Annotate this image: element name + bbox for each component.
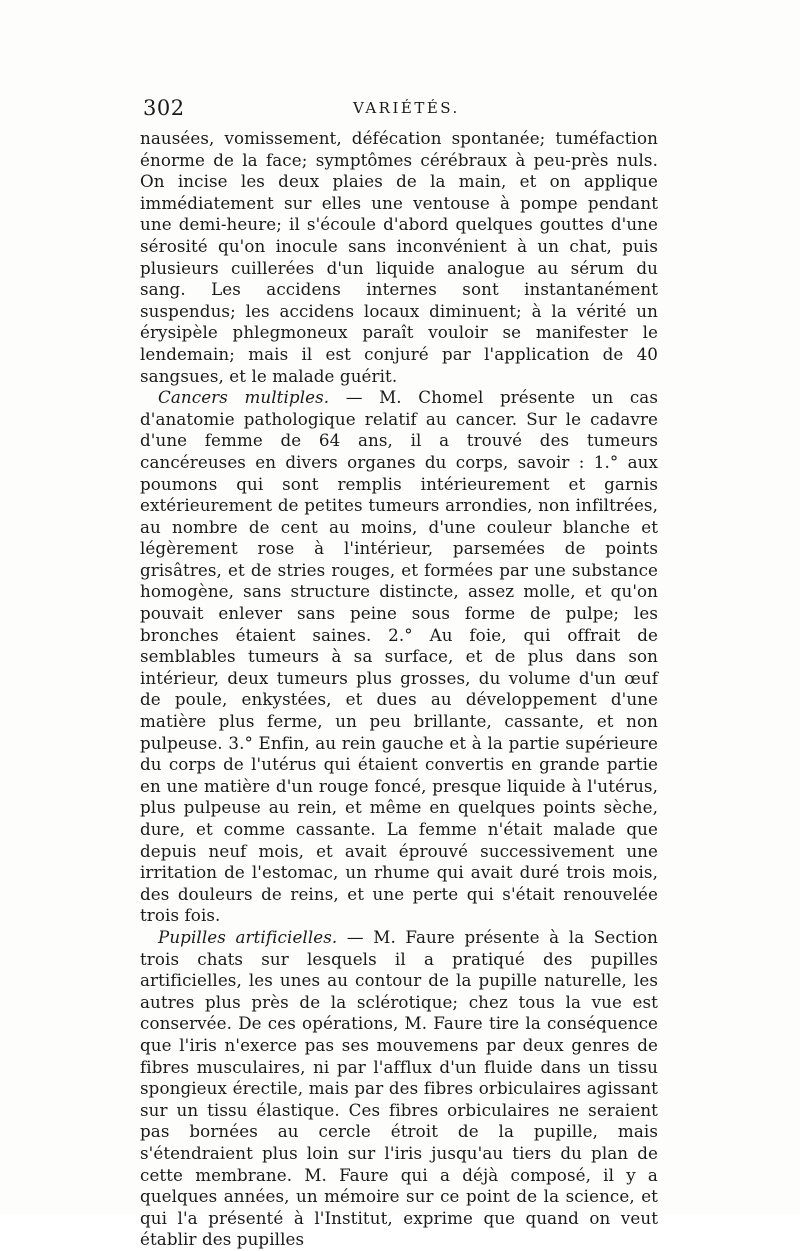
body-text (140, 128, 658, 1251)
paragraph-cancers-multiples (140, 387, 658, 927)
paragraph-text: — M. Chomel présente un cas d'anatomie pathologique relatif au cancer. Sur le cadavre d'une femme de 64 ans, il a trouvé des tumeurs cancéreuses en divers organes du corps, savoir : 1.° aux poumons qui sont remplis intérieurement et garnis extérieurement de petites tumeurs arrondies, non infiltrées, au nombre de cent au moins, d'une couleur blanche et légèrement rose à l'intérieur, parsemées de points grisâtres, et de stries rouges, et formées par une substance homogène, sans structure distincte, assez molle, et qu'on pouvait enlever sans peine sous forme de pulpe; les bronches étaient saines. 2.° Au foie, qui offrait de semblables tumeurs à sa surface, et de plus dans son intérieur, deux tumeurs plus grosses, du volume d'un œuf de poule, enkystées, et dues au développement d'une matière plus ferme, un peu brillante, cassante, et non pulpeuse. 3.° Enfin, au rein gauche et à la partie supérieure du corps de l'utérus qui étaient convertis en grande partie en une matière d'un rouge foncé, presque liquide à l'utérus, plus pulpeuse au rein, et même en quelques points sèche, dure, et comme cassante. La femme n'était malade que depuis neuf mois, et avait éprouvé successivement une irritation de l'estomac, un rhume qui avait duré trois mois, des douleurs de reins, et une perte qui s'était renouvelée trois fois. (140, 387, 658, 926)
paragraph-continuation (140, 128, 658, 387)
running-head: VARIÉTÉS. (353, 99, 460, 117)
section-title-pupilles: Pupilles artificielles. (158, 926, 338, 947)
paragraph-text: — M. Faure présente à la Section trois chats sur lesquels il a pratiqué des pupilles artificielles, les unes au contour de la pupille naturelle, les autres plus près de la sclérotique; chez tous la vue est conservée. De ces opérations, M. Faure tire la conséquence que l'iris n'exerce pas ses mouvemens par deux genres de fibres musculaires, ni par l'afflux d'un fluide dans un tissu spongieux érectile, mais par des fibres orbiculaires agissant sur un tissu élastique. Ces fibres orbiculaires ne seraient pas bornées au cercle étroit de la pupille, mais s'étendraient plus loin sur l'iris jusqu'au tiers du plan de cette membrane. M. Faure qui a déjà composé, il y a quelques années, un mémoire sur ce point de la science, et qui l'a présenté à l'Institut, exprime que quand on veut établir des pupilles (140, 926, 658, 1250)
page-number: 302 (143, 96, 185, 120)
section-title-cancers: Cancers multiples. (158, 387, 330, 408)
page-header (143, 96, 658, 126)
paragraph-pupilles-artificielles (140, 927, 658, 1251)
paragraph-text: nausées, vomissement, défécation spontanée; tuméfaction énorme de la face; symptômes cérébraux à peu-près nuls. On incise les deux plaies de la main, et on applique immédiatement sur elles une ventouse à pompe pendant une demi-heure; il s'écoule d'abord quelques gouttes d'une sérosité qu'on inocule sans inconvénient à un chat, puis plusieurs cuillerées d'un liquide analogue au sérum du sang. Les accidens internes sont instantanément suspendus; les accidens locaux diminuent; à la vérité un érysipèle phlegmoneux paraît vouloir se manifester le lendemain; mais il est conjuré par l'application de 40 sangsues, et le malade guérit. (140, 128, 658, 386)
